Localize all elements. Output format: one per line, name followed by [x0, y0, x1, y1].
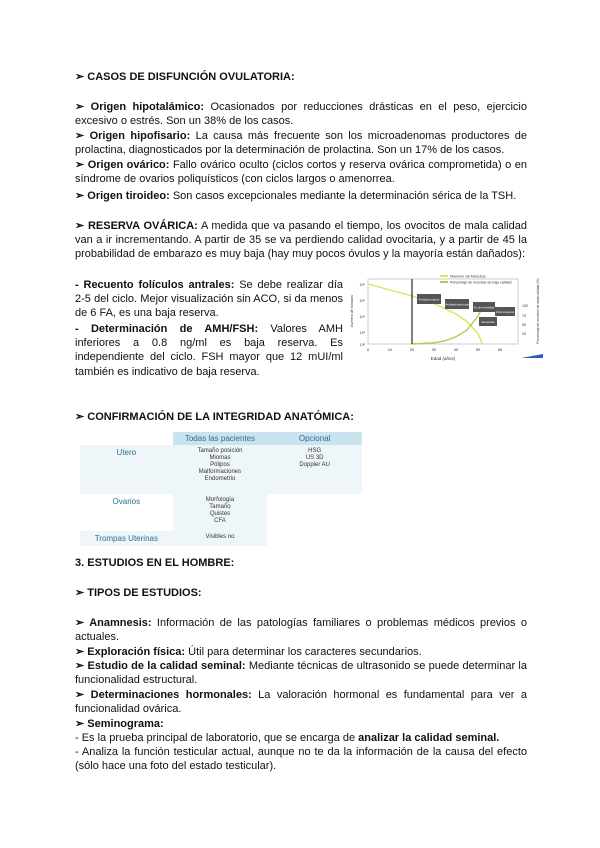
bullet-text: Se debe realizar día 2-5 del ciclo. Mejor visualización sin ACO, si da menos de 6 FA, es una baja reserva. [75, 279, 343, 320]
fertility-chart [345, 268, 545, 363]
table-row [80, 494, 362, 531]
item-text: Información de las patologías familiares o problemas médicos previos o actuales. [75, 617, 527, 644]
cell-line: Endometrio [204, 476, 236, 482]
legend-label-quality: Porcentaje de ovocitos de baja calidad [450, 280, 512, 285]
row-label: Utero [80, 445, 173, 494]
cell-line: Tamaño [209, 504, 231, 510]
item-text: Son casos excepcionales mediante la determinación sérica de la TSH. [169, 190, 517, 202]
bullet-label: - Determinación de AMH/FSH: [75, 323, 259, 335]
item-text: La valoración hormonal es fundamental para ver a funcionalidad ovárica. [75, 689, 527, 716]
row-label: Trompas Uterinas [80, 531, 173, 546]
section-title-integridad: ➢ CONFIRMACIÓN DE LA INTEGRIDAD ANATÓMICA: [75, 411, 354, 423]
table-header-empty [80, 432, 173, 445]
x-tick: 30 [431, 347, 437, 352]
hombre-item-exploracion [75, 645, 527, 659]
item-label: ➢ Origen ovárico: [75, 159, 170, 171]
table-row [80, 531, 362, 546]
y-tick-left: 10⁴ [359, 315, 365, 319]
bullet-text: Valores AMH inferiores a 0.8 ng/ml es baja reserva. Es independiente del ciclo. FSH mayor que 12 mUI/ml también es indicativo de baja reserva. [75, 323, 343, 378]
annotation-label: Menopausia [481, 321, 495, 324]
x-tick: 20 [409, 347, 415, 352]
item-label: ➢ Determinaciones hormonales: [75, 689, 252, 701]
cell-line: Tamaño posición [197, 448, 243, 454]
hombre-item-anamnesis [75, 616, 527, 644]
y-tick-right: 50 [522, 323, 526, 327]
disfuncion-item-ovarico [75, 158, 527, 186]
cell-line: Quistes [209, 511, 231, 517]
y-tick-left: 10³ [359, 331, 365, 335]
x-axis-label: Edad (años) [430, 356, 456, 361]
seminograma-text: - Es la prueba principal de laboratorio, que se encarga de [75, 732, 359, 744]
y-tick-left: 10⁶ [359, 283, 365, 287]
reserva-text: A medida que va pasando el tiempo, los ovocitos de mala calidad van a ir incrementando. A partir de 35 se va perdiendo calidad ovocitaria, y a partir de 45 la probabilidad de embarazo es muy baja (hay muy pocos óvulos y la mayoría están dañados): [75, 220, 527, 261]
y-tick-left: 10⁵ [359, 299, 365, 303]
section-title-hombre: 3. ESTUDIOS EN EL HOMBRE: [75, 557, 235, 569]
item-label: ➢ Origen hipofisario: [75, 130, 191, 142]
x-tick: 40 [453, 347, 459, 352]
row-all-cell [173, 494, 268, 531]
cell-line: Morfología [205, 497, 235, 503]
row-opt-cell [267, 445, 362, 494]
item-label: ➢ Estudio de la calidad seminal: [75, 660, 246, 672]
item-label: ➢ Origen tiroideo: [75, 190, 170, 202]
row-opt-cell [267, 494, 362, 531]
y-tick-right: 25 [522, 332, 526, 336]
corner-wedge [521, 354, 543, 358]
seminograma-bold: analizar la calidad seminal. [358, 732, 500, 744]
reserva-label: ➢ RESERVA OVÁRICA: [75, 220, 198, 232]
item-text: La causa más frecuente son los microadenomas productores de prolactina, diagnosticados por la determinación de prolactina. Son un 17% de los casos. [75, 130, 527, 157]
cell-line: Doppler AU [299, 462, 330, 468]
y-axis-label-right: Porcentaje de ovocitos de mala calidad (%) [536, 278, 540, 344]
cell-line: Pólipos [210, 462, 230, 468]
y-axis-label-left: Número de folículos [350, 295, 354, 327]
annotation-label: Fertilidad disminuida [445, 303, 469, 307]
reserva-bullet-antrales [75, 278, 343, 321]
cell-line: HSG [308, 448, 322, 454]
row-opt-cell [267, 531, 362, 546]
cell-line: CFA [214, 518, 226, 524]
item-label: ➢ Anamnesis: [75, 617, 152, 629]
item-text: Ocasionados por reducciones drásticas en el peso, ejercicio excesivo o estrés. Son un 38% de los casos. [75, 101, 527, 128]
seminograma-title [75, 717, 527, 731]
x-tick: 50 [475, 347, 481, 352]
cell-line: Miomas [209, 455, 231, 461]
x-tick: 10 [387, 347, 393, 352]
hombre-item-calidad-seminal [75, 659, 527, 687]
item-label: ➢ Exploración física: [75, 646, 186, 658]
section-title-disfuncion: ➢ CASOS DE DISFUNCIÓN OVULATORIA: [75, 71, 295, 83]
legend-label-follicles: Número de folículos [450, 273, 486, 279]
row-all-cell [173, 531, 268, 546]
disfuncion-item-hipofisario [75, 129, 527, 157]
y-tick-left: 10² [359, 343, 365, 347]
annotation-label: Fin de la fertilidad [473, 306, 495, 310]
cell-line: Visibles no [205, 534, 235, 540]
x-tick: 60 [497, 347, 503, 352]
seminograma-line-2: - Analiza la función testicular actual, aunque no te da la información de la causa del efecto (sólo hace una foto del estado testicular). [75, 746, 527, 773]
bullet-label: - Recuento folículos antrales: [75, 279, 235, 291]
disfuncion-item-tiroideo [75, 189, 527, 203]
table-header: Opcional [267, 432, 362, 445]
annotation-label: Ciclos irregulares [495, 311, 515, 314]
reserva-paragraph [75, 219, 527, 262]
table-header-row [80, 432, 362, 445]
table-row [80, 445, 362, 494]
disfuncion-item-hipotalamico [75, 100, 527, 128]
item-text: Útil para determinar los caracteres secundarios. [185, 646, 422, 658]
table-header: Todas las pacientes [173, 432, 268, 445]
section-subtitle-tipos: ➢ TIPOS DE ESTUDIOS: [75, 587, 202, 599]
cell-line: Malformaciones [198, 469, 242, 475]
row-all-cell [173, 445, 268, 494]
hombre-item-hormonales [75, 688, 527, 716]
y-tick-right: 75 [522, 314, 526, 318]
annotation-label: Fertilidad máxima [418, 298, 440, 302]
cell-line: US 3D [305, 455, 324, 461]
anatomy-table [80, 432, 362, 546]
seminograma-line-1 [75, 731, 527, 745]
x-tick: 0 [366, 347, 370, 352]
reserva-bullet-amh [75, 322, 343, 379]
seminograma-label: ➢ Seminograma: [75, 718, 164, 730]
item-label: ➢ Origen hipotalámico: [75, 101, 205, 113]
y-tick-right: 100 [522, 304, 528, 308]
item-text: Mediante técnicas de ultrasonido se puede determinar la funcionalidad estructural. [75, 660, 527, 687]
row-label: Ovarios [80, 494, 173, 531]
item-text: Fallo ovárico oculto (ciclos cortos y reserva ovárica comprometida) o en síndrome de ovarios poliquísticos (con ciclos largos o amenorrea. [75, 159, 527, 186]
